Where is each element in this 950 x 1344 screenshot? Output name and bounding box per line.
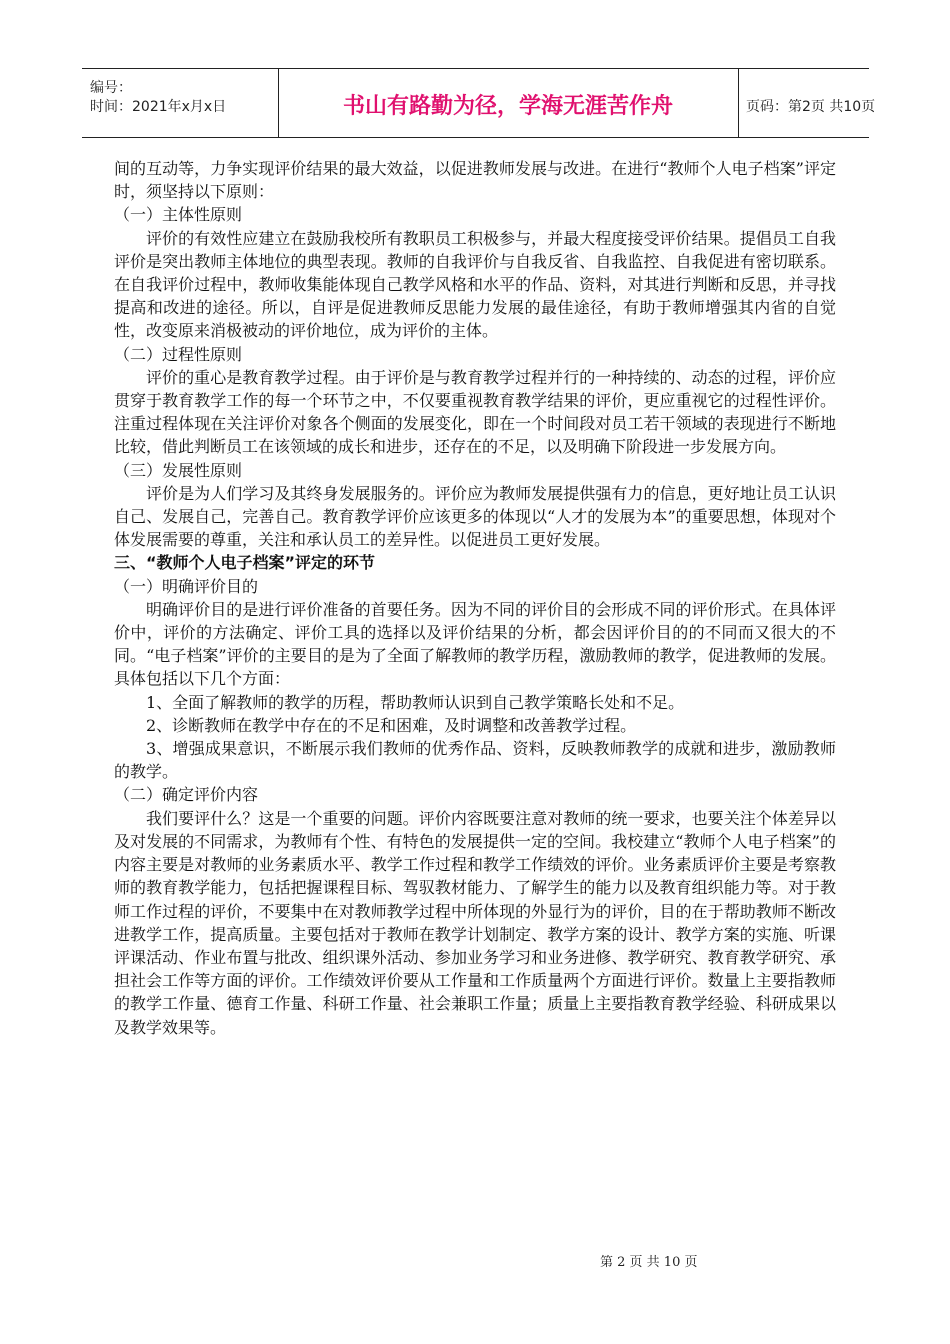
header-page-cell — [738, 69, 876, 137]
paragraph: 间的互动等，力争实现评价结果的最大效益，以促进教师发展与改进。在进行“教师个人电子档案”评定时，须坚持以下原则： — [114, 159, 836, 202]
section-heading: 三、“教师个人电子档案”评定的环节 — [114, 553, 376, 573]
paragraph: 评价是为人们学习及其终身发展服务的。评价应为教师发展提供强有力的信息，更好地让员工认识自己、发展自己，完善自己。教育教学评价应该更多的体现以“人才的发展为本”的重要思想，体现对个体发展需要的尊重，关注和承认员工的差异性。以促进员工更好发展。 — [114, 483, 836, 550]
paragraph: （一）主体性原则 — [114, 205, 243, 225]
paragraph: 评价的有效性应建立在鼓励我校所有教职员工积极参与，并最大程度接受评价结果。提倡员工自我评价是突出教师主体地位的典型表现。教师的自我评价与自我反省、自我监控、自我促进有密切联系。在自我评价过程中，教师收集能体现自己教学风格和水平的作品、资料，对其进行判断和反思，并寻找提高和改进的途径。所以，自评是促进教师反思能力发展的最佳途径，有助于教师增强其内省的自觉性，改变原来消极被动的评价地位，成为评价的主体。 — [114, 228, 836, 341]
page-info: 页码：第2页 共10页 — [746, 99, 876, 115]
paragraph: 2、诊断教师在教学中存在的不足和困难，及时调整和改善教学过程。 — [146, 715, 637, 735]
document-body — [114, 157, 836, 1039]
header-motto-cell — [278, 69, 739, 137]
paragraph: （二）确定评价内容 — [114, 785, 259, 805]
page-footer: 第 2 页 共 10 页 — [600, 1255, 698, 1270]
serial-label: 编号： — [90, 80, 132, 96]
paragraph: 1、全面了解教师的教学的历程，帮助教师认识到自己教学策略长处和不足。 — [146, 692, 685, 712]
page-header — [82, 68, 876, 138]
paragraph: （三）发展性原则 — [114, 460, 243, 480]
date-line: 时间：2021年x月x日 — [90, 99, 227, 115]
paragraph: （二）过程性原则 — [114, 344, 243, 364]
header-left-cell — [82, 69, 279, 137]
paragraph: 我们要评什么？这是一个重要的问题。评价内容既要注意对教师的统一要求，也要关注个体差异以及对发展的不同需求，为教师有个性、有特色的发展提供一定的空间。我校建立“教师个人电子档案”的内容主要是对教师的业务素质水平、教学工作过程和教学工作绩效的评价。业务素质评价主要是考察教师的教育教学能力，包括把握课程目标、驾驭教材能力、了解学生的能力以及教育组织能力等。对于教师工作过程的评价，不要集中在对教师教学过程中所体现的外显行为的评价，目的在于帮助教师不断改进教学工作，提高质量。主要包括对于教师在教学计划制定、教学方案的设计、教学方案的实施、听课评课活动、作业布置与批改、组织课外活动、参加业务学习和业务进修、教学研究、教育教学研究、承担社会工作等方面的评价。工作绩效评价要从工作量和工作质量两个方面进行评价。数量上主要指教师的教学工作量、德育工作量、科研工作量、社会兼职工作量；质量上主要指教育教学经验、科研成果以及教学效果等。 — [114, 808, 836, 1037]
motto-text: 书山有路勤为径，学海无涯苦作舟 — [342, 94, 673, 119]
paragraph: 评价的重心是教育教学过程。由于评价是与教育教学过程并行的一种持续的、动态的过程，评价应贯穿于教育教学工作的每一个环节之中，不仅要重视教育教学结果的评价，更应重视它的过程性评价。注重过程体现在关注评价对象各个侧面的发展变化，即在一个时间段对员工若干领域的表现进行不断地比较，借此判断员工在该领域的成长和进步，还存在的不足，以及明确下阶段进一步发展方向。 — [114, 367, 836, 457]
paragraph: 3、增强成果意识，不断展示我们教师的优秀作品、资料，反映教师教学的成就和进步，激励教师的教学。 — [114, 739, 836, 782]
paragraph: 明确评价目的是进行评价准备的首要任务。因为不同的评价目的会形成不同的评价形式。在具体评价中，评价的方法确定、评价工具的选择以及评价结果的分析，都会因评价目的的不同而又很大的不同。“电子档案”评价的主要目的是为了全面了解教师的教学历程，激励教师的教学，促进教师的发展。具体包括以下几个方面： — [114, 599, 836, 689]
paragraph: （一）明确评价目的 — [114, 576, 259, 596]
